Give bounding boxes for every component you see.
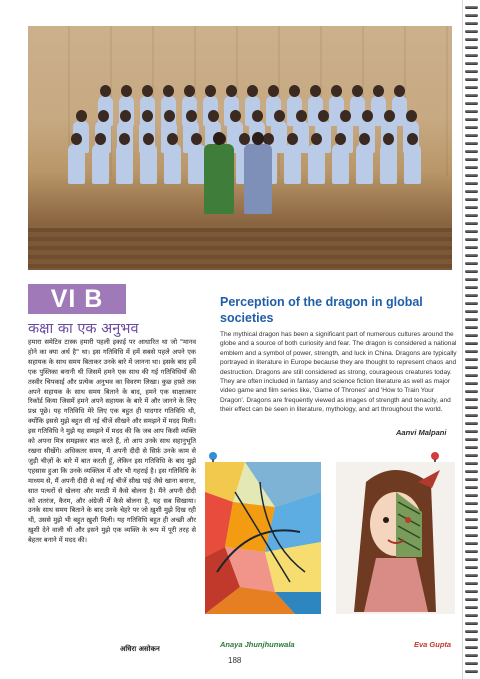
spiral-ring bbox=[465, 62, 478, 65]
spiral-ring bbox=[465, 126, 478, 129]
article-author: Aanvi Malpani bbox=[396, 428, 447, 437]
page-edge bbox=[462, 0, 463, 679]
pushpin-blue-icon bbox=[209, 452, 217, 460]
spiral-ring bbox=[465, 198, 478, 201]
student-figure bbox=[164, 144, 181, 184]
student-figure bbox=[92, 144, 109, 184]
spiral-binding bbox=[464, 6, 478, 674]
student-figure bbox=[404, 144, 421, 184]
spiral-ring bbox=[465, 382, 478, 385]
photo-floor bbox=[28, 228, 452, 270]
spiral-ring bbox=[465, 238, 478, 241]
spiral-ring bbox=[465, 30, 478, 33]
spiral-ring bbox=[465, 462, 478, 465]
spiral-ring bbox=[465, 166, 478, 169]
hindi-section-body: हमारा समेटिव टास्क हमारी पहली इकाई पर आधारित था जो "मानव होने का क्या अर्थ है" था। इस गतिविधि में हमें सबसे पहले अपने एक सहायक के साथ समय बिताकर उनके बारे में जानना था। इसके बाद हमें एक पुस्तिका बनानी थी जिसमें हमने एक साथ की गई गतिविधियों की तस्वीर चिपकाई और प्रत्येक अनुभव का विवरण लिखा। कुछ हफ़्ते तक अपने सहायक के साथ समय बिताने के बाद, हमने एक साक्षात्कार रिकॉर्ड किया जिसमें हमने अपने सहायक के बारे में और जानने के लिए प्रश्न पूछे। यह गतिविधि मेरे लिए एक बहुत ही यादगार गतिविधि थी, क्योंकि इससे मुझे बहुत सी नई चीजें सीखने और समझने में मदद मिली। इस गतिविधि ने मुझे यह समझने में मदद की कि जब आप किसी व्यक्ति को अपना मित्र समझकर बात करते हैं, तो आप उनके साथ सहानुभूति रखना सीखेंगे। अधिकतर समय, मैं अपनी दीदी से सिर्फ़ उनके काम से जुड़ी चीज़ों के बारे में बात करती हूँ, लेकिन इस गतिविधि के बाद मुझे एहसास हुआ कि उनके व्यक्तित्व में और भी गहराई है। इस गतिविधि के माध्यम से, मैं अपनी दीदी से कई नई चीजें सीख पाई जैसे खाना बनाना, सात पत्थरों से खेलना और मराठी में कैसे बोलना है। मैंने अपनी दीदी को शतरंज, कैरम, और अंग्रेजी में कैसे बोलना है, यह सब सिखाया। उनके साथ समय बिताने के बाद उनके चेहरे पर जो ख़ुशी मुझे दिख रही थी, उससे मुझे भी बहुत ख़ुशी मिली। यह गतिविधि बहुत ही अच्छी और ख़ुशी देने वाली थी और इसने मुझे एक व्यक्ति के रूप में पूरी तरह से बेहतर बनाने में मदद की। bbox=[28, 338, 196, 545]
spiral-ring bbox=[465, 6, 478, 9]
spiral-ring bbox=[465, 574, 478, 577]
spiral-ring bbox=[465, 630, 478, 633]
spiral-ring bbox=[465, 526, 478, 529]
spiral-ring bbox=[465, 134, 478, 137]
spiral-ring bbox=[465, 430, 478, 433]
student-figure bbox=[284, 144, 301, 184]
article-title: Perception of the dragon in global societies bbox=[220, 295, 423, 325]
student-figure bbox=[116, 144, 133, 184]
spiral-ring bbox=[465, 142, 478, 145]
spiral-ring bbox=[465, 398, 478, 401]
spiral-ring bbox=[465, 390, 478, 393]
student-figure bbox=[68, 144, 85, 184]
spiral-ring bbox=[465, 414, 478, 417]
spiral-ring bbox=[465, 182, 478, 185]
spiral-ring bbox=[465, 86, 478, 89]
spiral-ring bbox=[465, 302, 478, 305]
spiral-ring bbox=[465, 230, 478, 233]
spiral-ring bbox=[465, 318, 478, 321]
page-number: 188 bbox=[228, 656, 242, 665]
spiral-ring bbox=[465, 494, 478, 497]
left-artwork-credit: Anaya Jhunjhunwala bbox=[220, 640, 295, 649]
spiral-ring bbox=[465, 454, 478, 457]
spiral-ring bbox=[465, 350, 478, 353]
spiral-ring bbox=[465, 590, 478, 593]
spiral-ring bbox=[465, 38, 478, 41]
spiral-ring bbox=[465, 326, 478, 329]
spiral-ring bbox=[465, 246, 478, 249]
spiral-ring bbox=[465, 54, 478, 57]
spiral-ring bbox=[465, 46, 478, 49]
spiral-ring bbox=[465, 654, 478, 657]
spiral-ring bbox=[465, 110, 478, 113]
spiral-ring bbox=[465, 222, 478, 225]
student-figure bbox=[188, 144, 205, 184]
spiral-ring bbox=[465, 422, 478, 425]
spiral-ring bbox=[465, 206, 478, 209]
student-figure bbox=[380, 144, 397, 184]
student-figure bbox=[308, 144, 325, 184]
spiral-ring bbox=[465, 150, 478, 153]
spiral-ring bbox=[465, 286, 478, 289]
spiral-ring bbox=[465, 638, 478, 641]
hindi-section-title: कक्षा का एक अनुभव bbox=[28, 321, 139, 337]
spiral-ring bbox=[465, 310, 478, 313]
spiral-ring bbox=[465, 254, 478, 257]
spiral-ring bbox=[465, 174, 478, 177]
spiral-ring bbox=[465, 438, 478, 441]
spiral-ring bbox=[465, 582, 478, 585]
article-body: The mythical dragon has been a significant part of numerous cultures around the globe and a source of both curiosity and fear. The dragon is considered a national emblem and a symbol of power, strength, and luck in China. Dragons are typically portrayed in literature in Europe because they are thought to represent chaos and destruction. Dragons are still considered as strong, courageous creatures today. They are often included in fantasy and science fiction literature as well as major video game and film series like, 'Game of Thrones' and 'How to Train Your Dragon'. Dragons are frequently viewed as images of strength and tenacity, and their effect can be seen in literature, mythology, and art throughout the world. bbox=[220, 331, 457, 414]
student-figure bbox=[356, 144, 373, 184]
class-photo bbox=[28, 26, 452, 270]
spiral-ring bbox=[465, 374, 478, 377]
abstract-painting-image bbox=[205, 462, 321, 614]
abstract-dragon-painting bbox=[205, 462, 321, 614]
spiral-ring bbox=[465, 278, 478, 281]
hindi-section-author: अधिरा असोकन bbox=[120, 645, 160, 653]
spiral-ring bbox=[465, 94, 478, 97]
spiral-ring bbox=[465, 478, 478, 481]
spiral-ring bbox=[465, 78, 478, 81]
spiral-ring bbox=[465, 542, 478, 545]
spiral-ring bbox=[465, 14, 478, 17]
spiral-ring bbox=[465, 486, 478, 489]
spiral-ring bbox=[465, 510, 478, 513]
spiral-ring bbox=[465, 262, 478, 265]
spiral-ring bbox=[465, 270, 478, 273]
spiral-ring bbox=[465, 366, 478, 369]
teacher-figure bbox=[244, 144, 272, 214]
spiral-ring bbox=[465, 662, 478, 665]
spiral-ring bbox=[465, 558, 478, 561]
student-figure bbox=[140, 144, 157, 184]
spiral-ring bbox=[465, 550, 478, 553]
class-section-badge: VI B bbox=[28, 284, 126, 314]
spiral-ring bbox=[465, 606, 478, 609]
spiral-ring bbox=[465, 518, 478, 521]
spiral-ring bbox=[465, 446, 478, 449]
teacher-figure bbox=[204, 144, 234, 214]
spiral-ring bbox=[465, 294, 478, 297]
right-artwork-credit: Eva Gupta bbox=[414, 640, 452, 649]
spiral-ring bbox=[465, 118, 478, 121]
spiral-ring bbox=[465, 158, 478, 161]
spiral-ring bbox=[465, 502, 478, 505]
spiral-ring bbox=[465, 622, 478, 625]
spiral-ring bbox=[465, 470, 478, 473]
spiral-ring bbox=[465, 102, 478, 105]
spiral-ring bbox=[465, 406, 478, 409]
student-figure bbox=[332, 144, 349, 184]
spiral-ring bbox=[465, 566, 478, 569]
spiral-ring bbox=[465, 670, 478, 673]
spiral-ring bbox=[465, 598, 478, 601]
spiral-ring bbox=[465, 190, 478, 193]
spiral-ring bbox=[465, 358, 478, 361]
spiral-ring bbox=[465, 22, 478, 25]
pushpin-red-icon bbox=[431, 452, 439, 460]
dragon-portrait-drawing bbox=[336, 462, 455, 614]
portrait-drawing-image bbox=[336, 462, 455, 614]
spiral-ring bbox=[465, 334, 478, 337]
spiral-ring bbox=[465, 534, 478, 537]
spiral-ring bbox=[465, 70, 478, 73]
spiral-ring bbox=[465, 342, 478, 345]
spiral-ring bbox=[465, 614, 478, 617]
spiral-ring bbox=[465, 646, 478, 649]
spiral-ring bbox=[465, 214, 478, 217]
